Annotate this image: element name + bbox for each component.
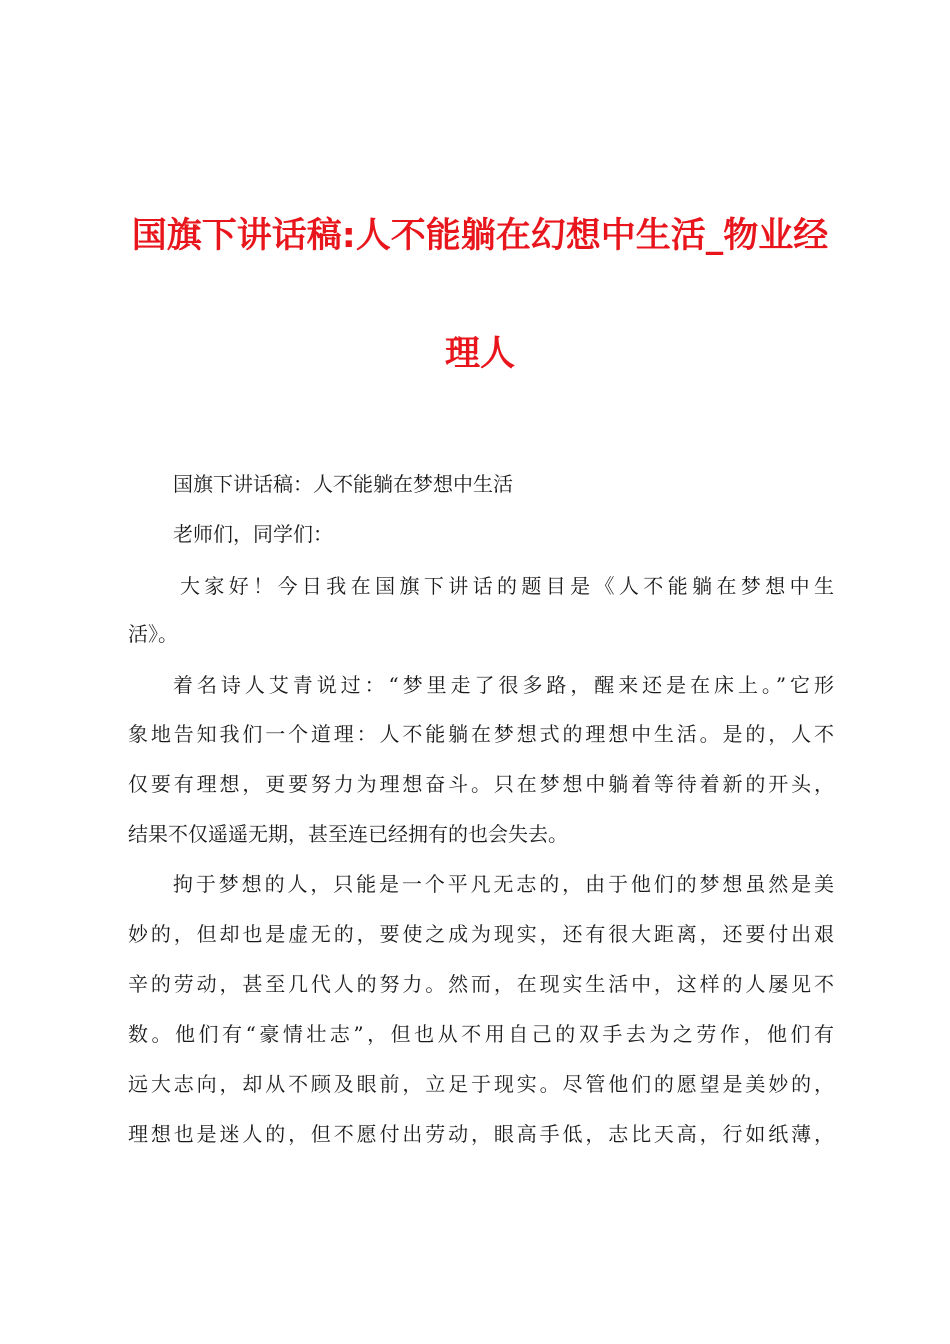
paragraph-line: 妙的，但却也是虚无的，要使之成为现实，还有很大距离，还要付出艰 — [128, 922, 834, 946]
document-title-line-2: 理人 — [444, 334, 515, 374]
greeting-line: 老师们，同学们： — [173, 522, 333, 546]
paragraph-line: 辛的劳动，甚至几代人的努力。然而，在现实生活中，这样的人屡见不 — [128, 972, 834, 996]
paragraph-line: 远大志向，却从不顾及眼前，立足于现实。尽管他们的愿望是美妙的， — [128, 1072, 834, 1096]
paragraph-line: 结果不仅遥遥无期，甚至连已经拥有的也会失去。 — [128, 822, 568, 846]
paragraph-line: 大家好！今日我在国旗下讲话的题目是《人不能躺在梦想中生 — [180, 574, 834, 598]
paragraph-line: 仅要有理想，更要努力为理想奋斗。只在梦想中躺着等待着新的开头， — [128, 772, 834, 796]
paragraph-line: 象地告知我们一个道理：人不能躺在梦想式的理想中生活。是的，人不 — [128, 722, 834, 746]
paragraph-line: 数。他们有“豪情壮志”，但也从不用自己的双手去为之劳作，他们有 — [128, 1022, 834, 1046]
subtitle-line: 国旗下讲话稿：人不能躺在梦想中生活 — [173, 472, 513, 496]
paragraph-line: 活》。 — [128, 622, 178, 646]
paragraph-line: 拘于梦想的人，只能是一个平凡无志的，由于他们的梦想虽然是美 — [173, 872, 834, 896]
paragraph-line: 着名诗人艾青说过：“梦里走了很多路，醒来还是在床上。”它形 — [173, 673, 834, 697]
document-title-line-1: 国旗下讲话稿:人不能躺在幻想中生活_物业经 — [131, 216, 829, 256]
paragraph-line: 理想也是迷人的，但不愿付出劳动，眼高手低，志比天高，行如纸薄， — [128, 1122, 834, 1146]
